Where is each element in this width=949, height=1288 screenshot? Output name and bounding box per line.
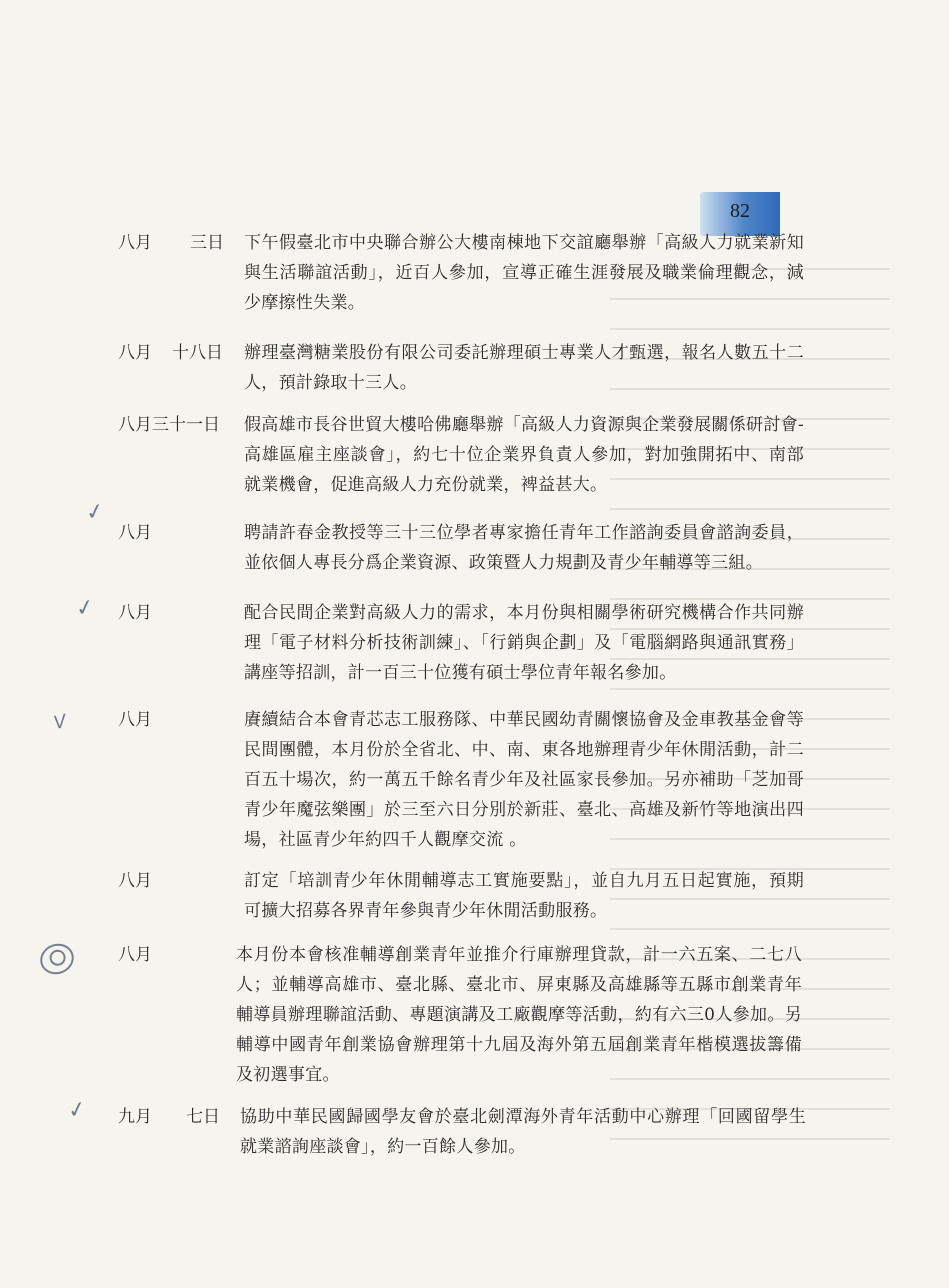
entry-day: 三日 — [190, 233, 224, 253]
entry-month: 八月 — [118, 603, 152, 623]
circle-mark-icon — [36, 939, 78, 979]
entry-text: 聘請許春金教授等三十三位學者專家擔任青年工作諮詢委員會諮詢委員，並依個人專長分爲企業資源、政策暨人力規劃及青少年輔導等三組。 — [244, 523, 804, 573]
entry-day: 三十一日 — [152, 415, 220, 435]
entry-text: 假高雄市長谷世貿大樓哈佛廳舉辦「高級人力資源與企業發展關係研討會-高雄區雇主座談會」，約七十位企業界負責人參加，對加強開拓中、南部就業機會，促進高級人力充份就業，裨益甚大。 — [244, 415, 804, 495]
entry-month: 八月 — [118, 710, 152, 730]
entry-day: 七日 — [186, 1107, 220, 1127]
entry-text: 賡續結合本會青芯志工服務隊、中華民國幼青關懷協會及金車教基金會等民間團體，本月份於全省北、中、南、東各地辦理青少年休閒活動，計二百五十場次，約一萬五千餘名青少年及社區家長參加。另亦補助「芝加哥青少年魔弦樂團」於三至六日分別於新莊、臺北、高雄及新竹等地演出四場，社區青少年約四千人觀摩交流 。 — [244, 710, 804, 850]
entry-text: 訂定「培訓青少年休閒輔導志工實施要點」，並自九月五日起實施，預期可擴大招募各界青年參與青少年休閒活動服務。 — [244, 871, 804, 921]
checkmark-icon: ✓ — [83, 498, 107, 527]
entry-text: 配合民間企業對高級人力的需求，本月份與相關學術研究機構合作共同辦理「電子材料分析技術訓練」、「行銷與企劃」及「電腦網路與通訊實務」講座等招訓，計一百三十位獲有碩士學位青年報名參加。 — [244, 603, 804, 683]
entry-text: 協助中華民國歸國學友會於臺北劍潭海外青年活動中心辦理「回國留學生就業諮詢座談會」，約一百餘人參加。 — [240, 1107, 806, 1157]
entry-text: 辦理臺灣糖業股份有限公司委託辦理碩士專業人才甄選，報名人數五十二人，預計錄取十三人。 — [244, 343, 804, 393]
page-number: 82 — [730, 200, 750, 222]
checkmark-icon: ✓ — [65, 1096, 89, 1125]
entry-month: 八月 — [118, 945, 152, 965]
entry-month: 八月 — [118, 415, 152, 435]
entry-text: 下午假臺北市中央聯合辦公大樓南棟地下交誼廳舉辦「高級人力就業新知與生活聯誼活動」，近百人參加，宣導正確生涯發展及職業倫理觀念，減少摩擦性失業。 — [244, 233, 804, 313]
entry-day: 十八日 — [172, 343, 223, 363]
v-mark-icon: V — [51, 710, 69, 735]
entry-text: 本月份本會核准輔導創業青年並推介行庫辦理貸款，計一六五案、二七八人；並輔導高雄市、臺北縣、臺北市、屏東縣及高雄縣等五縣市創業青年輔導員辦理聯誼活動、專題演講及工廠觀摩等活動，約有六三0人參加。另輔導中國青年創業協會辦理第十九屆及海外第五屆創業青年楷模選拔籌備及初選事宜。 — [236, 945, 802, 1085]
entry-month: 八月 — [118, 871, 152, 891]
checkmark-icon: ✓ — [73, 594, 97, 623]
entry-month: 九月 — [118, 1107, 152, 1127]
entry-month: 八月 — [118, 343, 152, 363]
entry-month: 八月 — [118, 523, 152, 543]
entry-month: 八月 — [118, 233, 152, 253]
